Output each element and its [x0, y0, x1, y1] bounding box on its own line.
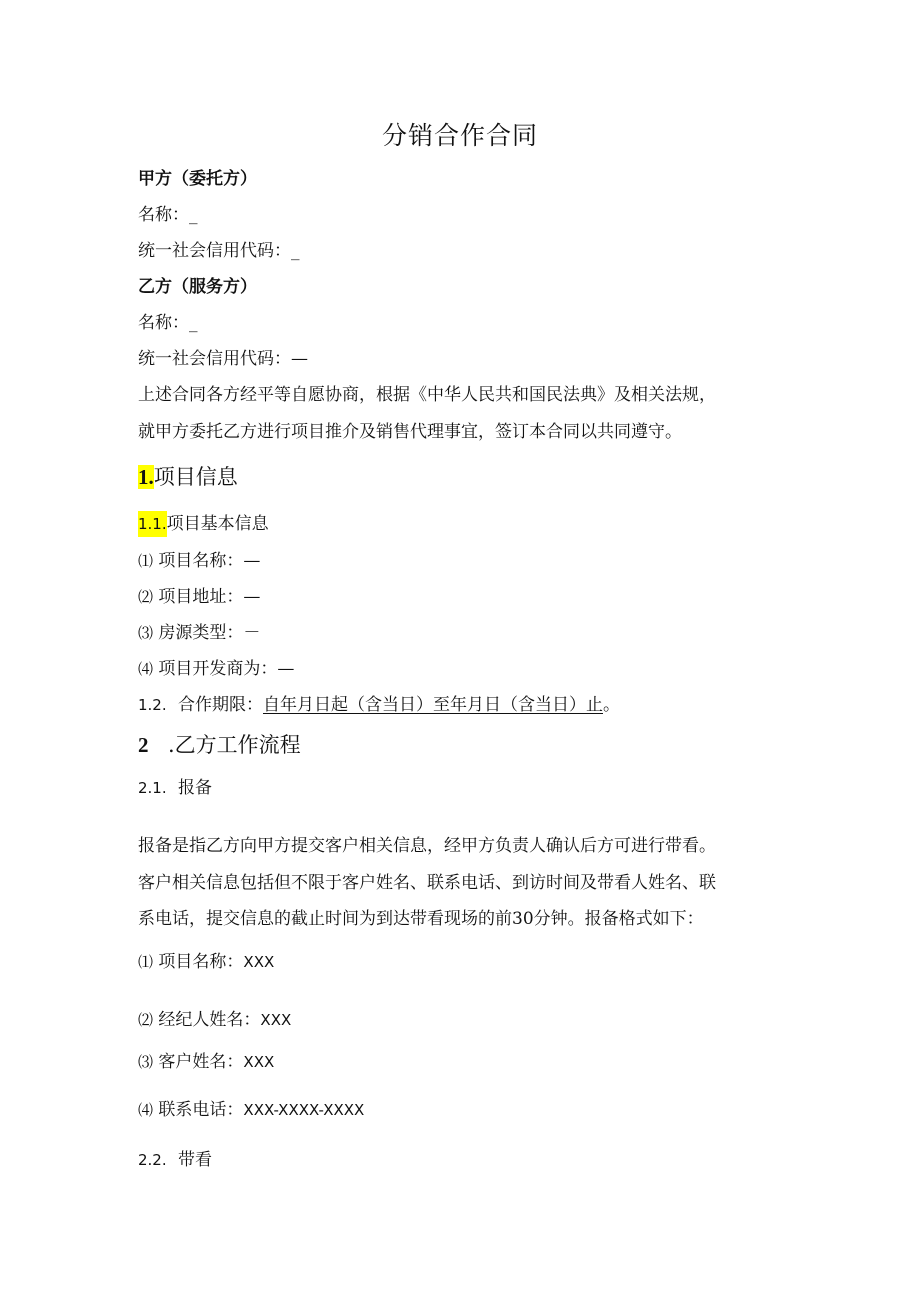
list-item: ⑷ 项目开发商为：—: [138, 659, 295, 679]
party-b-name: 名称：_: [138, 313, 198, 333]
filing-paragraph-line-3: 系电话，提交信息的截止时间为到达带看现场的前30分钟。报备格式如下：: [138, 909, 704, 929]
subsection-1-1-title: 项目基本信息: [166, 514, 269, 534]
list-item: ⑴ 项目名称：XXX: [138, 952, 275, 972]
subsection-2-1-title: 报备: [178, 778, 212, 798]
cooperation-term-value: 自年月日起（含当日）至年月日（含当日）止: [263, 695, 603, 715]
filing-paragraph-line-1: 报备是指乙方向甲方提交客户相关信息，经甲方负责人确认后方可进行带看。: [138, 836, 716, 856]
section-2-title: .乙方工作流程: [168, 733, 301, 757]
section-1-title: 项目信息: [153, 465, 238, 489]
contract-title: 分销合作合同: [381, 121, 538, 150]
subsection-2-1-heading: [138, 776, 212, 800]
subsection-1-2: 1.2. 合作期限：自年月日起（含当日）至年月日（含当日）止。: [138, 695, 620, 715]
cooperation-term-label: 合作期限：: [178, 695, 263, 715]
party-b-credit-code: 统一社会信用代码：—: [138, 349, 308, 369]
preamble-line-1: 上述合同各方经平等自愿协商，根据《中华人民共和国民法典》及相关法规，: [138, 385, 716, 405]
section-2-heading: [138, 730, 301, 760]
list-item: ⑵ 经纪人姓名：XXX: [138, 1010, 292, 1030]
subsection-2-2-title: 带看: [178, 1150, 212, 1170]
filing-paragraph-line-2: 客户相关信息包括但不限于客户姓名、联系电话、到访时间及带看人姓名、联: [138, 873, 716, 893]
subsection-1-1-heading: [138, 512, 269, 536]
subsection-1-2-number: 1.2.: [138, 696, 167, 714]
section-1-number: 1.: [138, 465, 154, 489]
list-item: ⑵ 项目地址：—: [138, 587, 261, 607]
party-a-heading: 甲方（委托方）: [138, 169, 257, 189]
subsection-2-1-number: 2.1.: [138, 779, 167, 797]
preamble-line-2: 就甲方委托乙方进行项目推介及销售代理事宜，签订本合同以共同遵守。: [138, 422, 682, 442]
subsection-1-1-number: 1.1.: [138, 511, 167, 537]
party-a-credit-code: 统一社会信用代码：_: [138, 241, 300, 261]
list-item: ⑷ 联系电话：XXX-XXXX-XXXX: [138, 1100, 365, 1120]
list-item: ⑶ 客户姓名：XXX: [138, 1052, 275, 1072]
subsection-2-2-heading: [138, 1148, 212, 1172]
party-a-name: 名称：_: [138, 205, 198, 225]
section-1-heading: [138, 462, 238, 492]
party-b-heading: 乙方（服务方）: [138, 277, 257, 297]
section-2-number: 2: [138, 733, 149, 757]
list-item: ⑴ 项目名称：—: [138, 551, 261, 571]
list-item: ⑶ 房源类型：－: [138, 623, 261, 643]
subsection-2-2-number: 2.2.: [138, 1151, 167, 1169]
